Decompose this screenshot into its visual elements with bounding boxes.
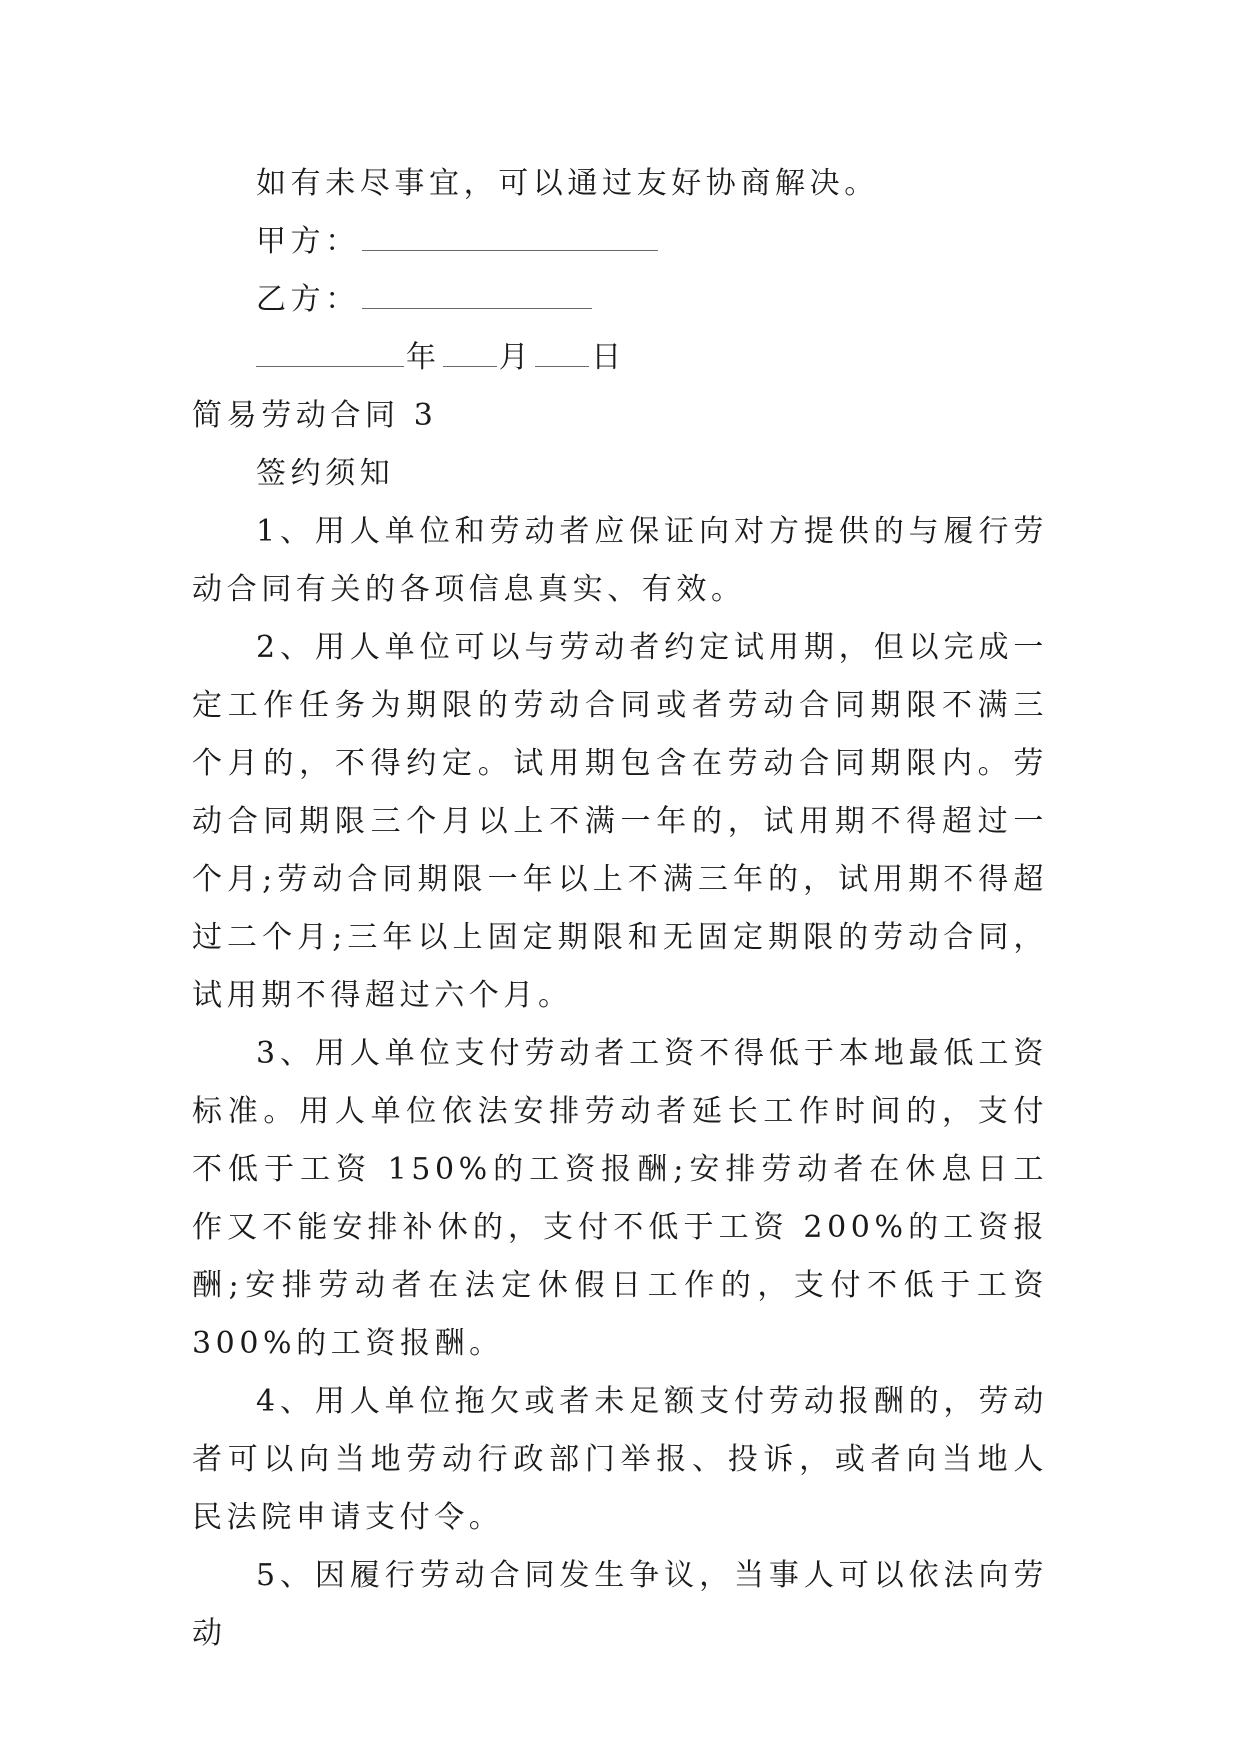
party-a-blank [362,228,658,251]
party-b-blank [362,286,592,309]
notice-item-1: 1、用人单位和劳动者应保证向对方提供的与履行劳动合同有关的各项信息真实、有效。 [192,514,1048,607]
notice-item-5: 5、因履行劳动合同发生争议，当事人可以依法向劳动 [192,1558,1048,1651]
day-blank [535,344,589,367]
notice-heading: 签约须知 [256,456,395,491]
party-b-label: 乙方： [256,282,360,317]
month-blank [443,344,497,367]
party-a-line [192,213,1048,271]
closing-line: 如有未尽事宜，可以通过友好协商解决。 [256,166,879,201]
party-a-label: 甲方： [256,224,360,259]
notice-item-2: 2、用人单位可以与劳动者约定试用期，但以完成一定工作任务为期限的劳动合同或者劳动合同期限不满三个月的，不得约定。试用期包含在劳动合同期限内。劳动合同期限三个月以上不满一年的，试用期不得超过一个月;劳动合同期限一年以上不满三年的，试用期不得超过二个月;三年以上固定期限和无固定期限的劳动合同，试用期不得超过六个月。 [192,630,1048,1013]
year-label: 年 [406,340,441,375]
section-title: 简易劳动合同 3 [192,398,438,433]
date-line [192,329,1048,387]
month-label: 月 [498,340,534,375]
notice-item-4: 4、用人单位拖欠或者未足额支付劳动报酬的，劳动者可以向当地劳动行政部门举报、投诉，或者向当地人民法院申请支付令。 [192,1384,1048,1535]
party-b-line [192,271,1048,329]
year-blank [256,344,404,367]
document-page [192,155,1048,1663]
notice-item-3: 3、用人单位支付劳动者工资不得低于本地最低工资标准。用人单位依法安排劳动者延长工作时间的，支付不低于工资 150%的工资报酬;安排劳动者在休息日工作又不能安排补休的，支付不低于工资 200%的工资报酬;安排劳动者在法定休假日工作的，支付不低于工资 300%的工资报酬。 [192,1036,1048,1361]
day-label: 日 [591,340,626,375]
